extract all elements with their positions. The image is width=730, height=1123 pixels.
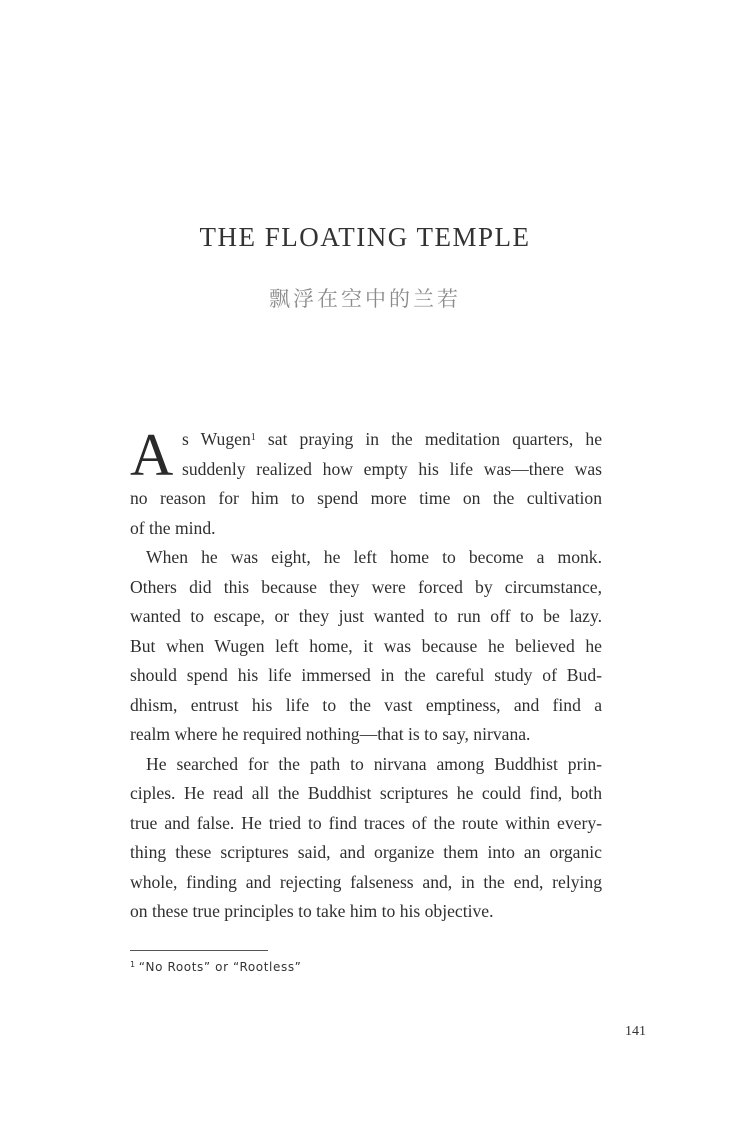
text-line: realm where he required nothing—that is to say, nirvana. [130, 724, 531, 744]
chapter-subtitle-chinese: 飘浮在空中的兰若 [269, 287, 461, 311]
text-line: When he was eight, he left home to become a monk. [146, 547, 602, 567]
text-line: should spend his life immersed in the careful study of Bud- [130, 665, 602, 685]
text-line: true and false. He tried to find traces of the route within every- [130, 812, 602, 833]
text-line: He searched for the path to nirvana among Buddhist prin- [146, 753, 602, 774]
footnote-number: 1 [130, 960, 136, 969]
footnote-marker: 1 [250, 432, 256, 443]
paragraph-2 [130, 543, 602, 750]
footnote [130, 960, 302, 974]
text-line-start: s Wugen [182, 429, 251, 449]
text-line: wanted to escape, or they just wanted to run off to be lazy. [130, 606, 602, 626]
paragraph-1 [130, 422, 603, 543]
paragraph-3 [130, 750, 602, 927]
text-line: no reason for him to spend more time on the cultivation [130, 488, 602, 508]
text-line: on these true principles to take him to his objective. [130, 901, 494, 921]
footnote-divider [130, 950, 268, 951]
text-line [130, 425, 602, 455]
body-text [130, 422, 603, 927]
text-line: of the mind. [130, 517, 216, 538]
chapter-title: THE FLOATING TEMPLE [199, 222, 531, 252]
text-line-end: sat praying in the meditation quarters, he [255, 429, 603, 449]
text-line: ciples. He read all the Buddhist scriptures he could find, both [130, 783, 602, 803]
text-line: But when Wugen left home, it was because he believed he [130, 635, 602, 656]
text-line: Others did this because they were forced by circumstance, [130, 576, 602, 597]
drop-cap: A [130, 422, 174, 488]
text-line: dhism, entrust his life to the vast emptiness, and find a [130, 694, 602, 715]
footnote-text: “No Roots” or “Rootless” [138, 960, 302, 974]
text-line: suddenly realized how empty his life was—there was [182, 458, 602, 479]
text-line: thing these scriptures said, and organize them into an organic [130, 842, 602, 862]
page-number: 141 [625, 1024, 646, 1039]
text-line: whole, finding and rejecting falseness and, in the end, relying [130, 871, 602, 892]
